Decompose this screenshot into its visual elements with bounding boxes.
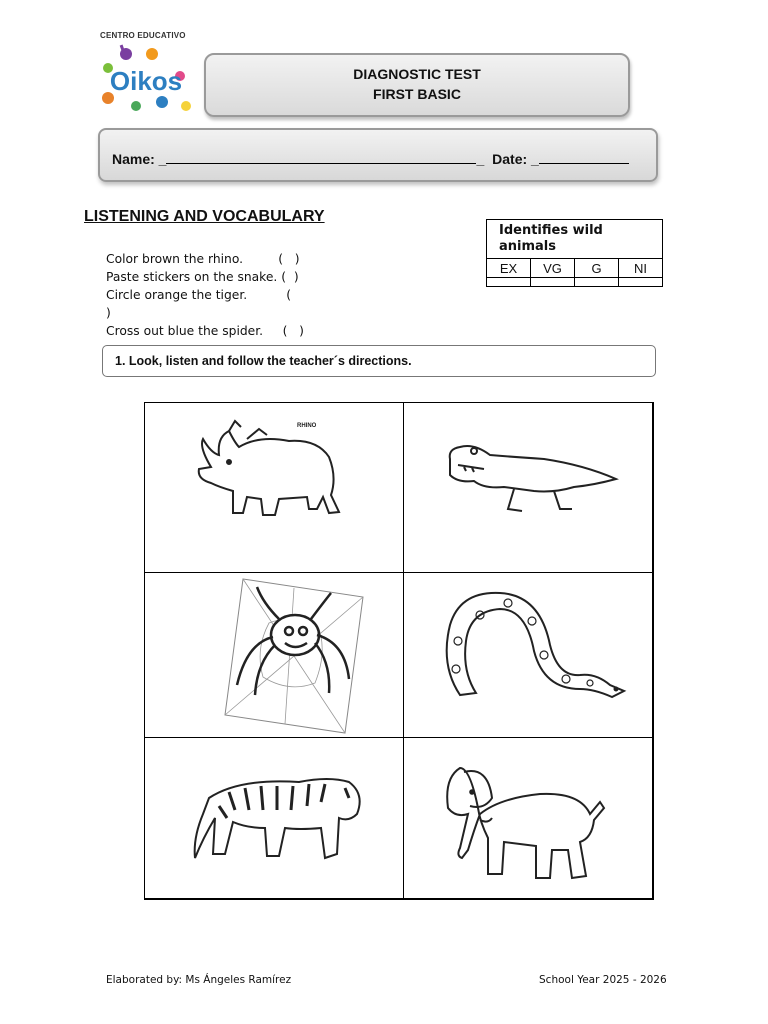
cell-tiger[interactable] <box>145 738 404 899</box>
rubric-score-cell[interactable] <box>487 278 531 287</box>
hand-purple-icon <box>120 45 132 60</box>
oikos-logo <box>96 42 196 118</box>
hand-yellow-icon <box>181 101 191 111</box>
cell-rhino[interactable] <box>145 403 404 573</box>
spider-icon <box>225 579 363 733</box>
cell-elephant[interactable] <box>404 738 653 899</box>
name-end: _ <box>476 151 485 167</box>
cell-spider[interactable] <box>145 573 404 738</box>
rubric-level: VG <box>531 259 575 278</box>
animal-grid <box>144 402 654 900</box>
name-field[interactable] <box>166 151 476 164</box>
test-title: DIAGNOSTIC TEST <box>353 66 481 82</box>
instruction-item: Color brown the rhino. ( ) <box>106 252 300 266</box>
instruction-item: Circle orange the tiger. ( <box>106 288 292 302</box>
snake-icon <box>447 593 624 697</box>
instruction-item: Cross out blue the spider. ( ) <box>106 324 304 338</box>
directions-text: 1. Look, listen and follow the teacher´s directions. <box>115 354 412 368</box>
rhino-icon <box>189 417 349 532</box>
elephant-icon <box>447 768 604 878</box>
hand-green2-icon <box>131 101 141 111</box>
rubric-level: NI <box>619 259 663 278</box>
rubric-score-cell[interactable] <box>531 278 575 287</box>
date-label: Date: _ <box>492 151 539 167</box>
name-label: Name: _ <box>112 151 167 167</box>
tiger-icon <box>195 779 360 858</box>
cell-snake[interactable] <box>404 573 653 738</box>
instruction-item: ) <box>106 306 111 320</box>
rubric-score-cell[interactable] <box>619 278 663 287</box>
rubric-level: G <box>575 259 619 278</box>
student-info-box <box>98 128 658 182</box>
cell-crocodile[interactable] <box>404 403 653 573</box>
footer-school-year: School Year 2025 - 2026 <box>539 974 667 986</box>
hand-blue-icon <box>156 96 168 108</box>
instruction-list <box>106 250 316 340</box>
title-box <box>204 53 630 117</box>
rubric-header: Identifies wild animals <box>487 220 663 259</box>
test-level: FIRST BASIC <box>373 86 461 102</box>
section-title: LISTENING AND VOCABULARY <box>84 208 325 225</box>
svg-text:RHINO: RHINO <box>297 423 317 429</box>
date-field[interactable] <box>539 151 629 164</box>
svg-text:Oikos: Oikos <box>109 66 183 96</box>
footer-author: Elaborated by: Ms Ángeles Ramírez <box>106 974 292 986</box>
directions-box <box>102 345 656 377</box>
crocodile-icon <box>450 446 616 511</box>
rubric-score-cell[interactable] <box>575 278 619 287</box>
school-label: CENTRO EDUCATIVO <box>100 31 186 40</box>
hand-orange-icon <box>146 48 158 60</box>
rubric-level: EX <box>487 259 531 278</box>
instruction-item: Paste stickers on the snake. ( ) <box>106 270 299 284</box>
rubric-table <box>486 219 663 287</box>
